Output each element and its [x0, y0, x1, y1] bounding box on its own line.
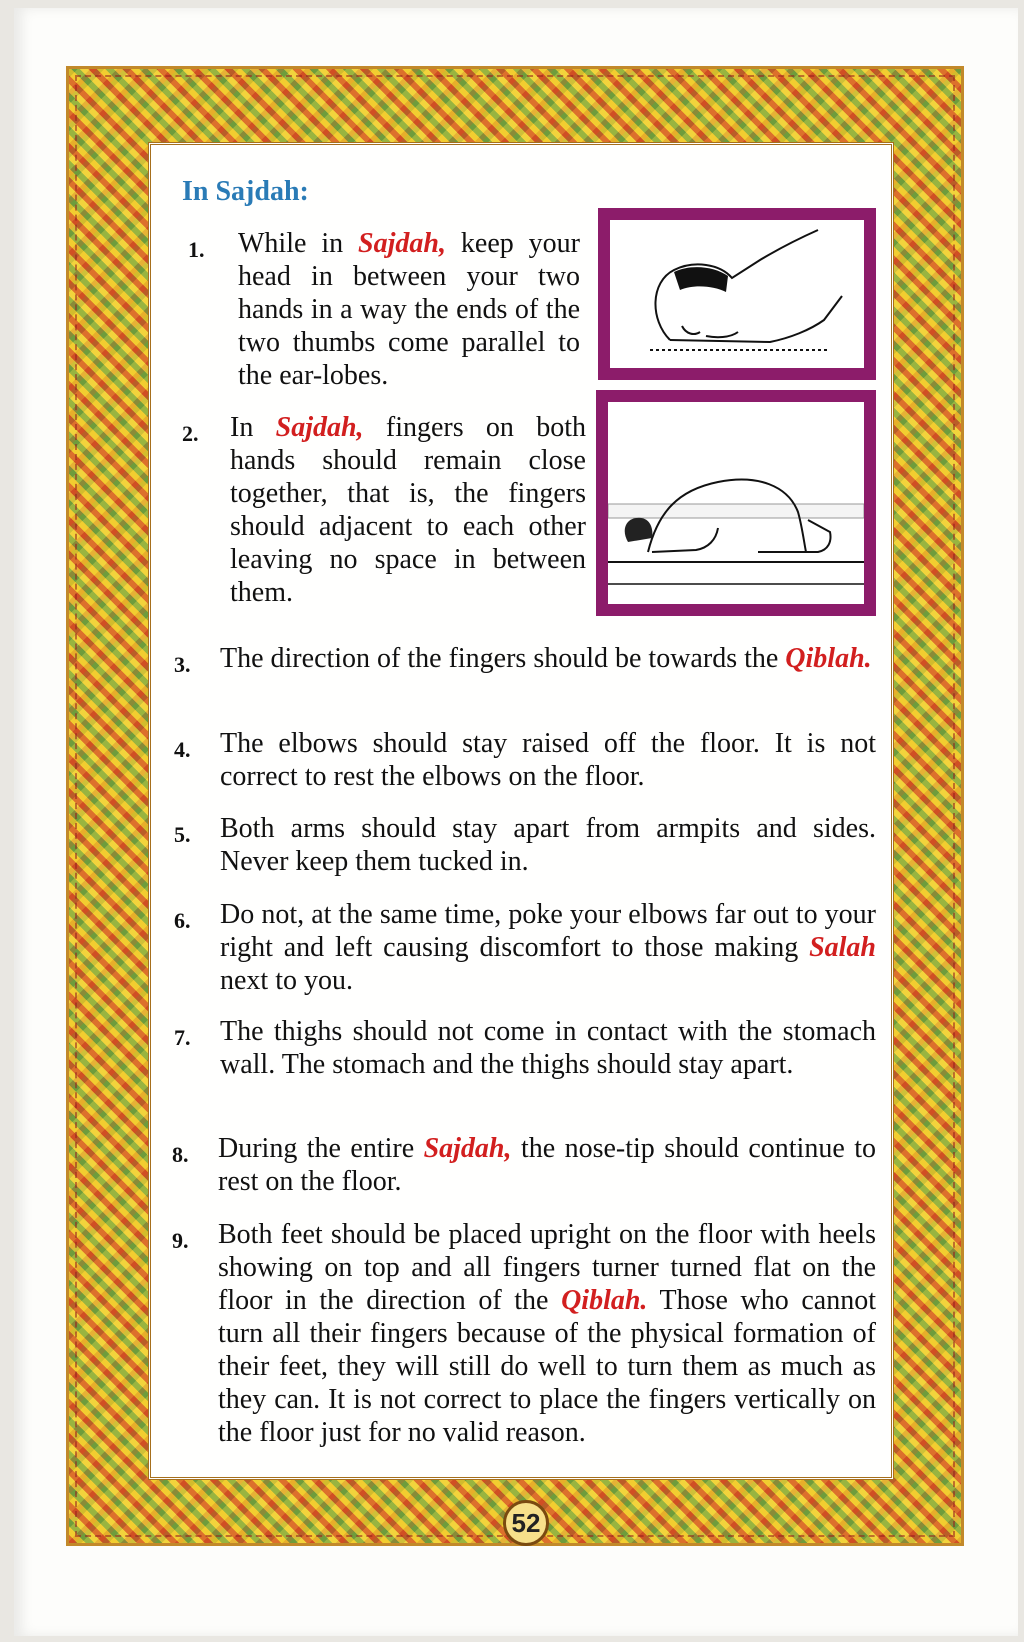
- instruction-item-8: [218, 1132, 876, 1198]
- term-qiblah: Qiblah.: [785, 643, 872, 674]
- instruction-item-7: [220, 1015, 876, 1081]
- term-qiblah: Qiblah.: [561, 1285, 648, 1316]
- item-text: next to you.: [220, 965, 353, 996]
- item-number: 3.: [174, 652, 191, 677]
- item-text: The thighs should not come in contact with the stomach wall. The stomach and the thighs should stay apart.: [220, 1016, 876, 1080]
- item-number: 4.: [174, 737, 191, 762]
- item-number: 1.: [188, 237, 205, 262]
- item-text: During the entire: [218, 1133, 424, 1164]
- figure-head-sajdah: [598, 208, 876, 380]
- term-sajdah: Sajdah,: [275, 412, 364, 443]
- figure-body-sajdah: [596, 390, 876, 616]
- item-number: 6.: [174, 908, 191, 933]
- item-text: While in: [238, 228, 359, 259]
- item-number: 5.: [174, 822, 191, 847]
- instruction-item-4: [220, 727, 876, 793]
- instruction-item-6: [220, 898, 876, 997]
- term-salah: Salah: [809, 932, 876, 963]
- item-number: 7.: [174, 1025, 191, 1050]
- item-number: 8.: [172, 1142, 189, 1167]
- item-number: 9.: [172, 1228, 189, 1253]
- item-text: In: [230, 412, 276, 443]
- item-text: Both arms should stay apart from armpits and sides. Never keep them tucked in.: [220, 813, 876, 877]
- term-sajdah: Sajdah,: [358, 228, 446, 259]
- instruction-item-1: [238, 227, 580, 392]
- item-text: Do not, at the same time, poke your elbows far out to your right and left causing discomfort to those making: [220, 899, 876, 963]
- body-sajdah-illustration: [608, 402, 864, 604]
- instruction-item-2: [230, 411, 586, 609]
- instruction-item-3: [220, 642, 876, 675]
- item-text: The elbows should stay raised off the floor. It is not correct to rest the elbows on the floor.: [220, 728, 876, 792]
- item-text: fingers on both hands should remain close together, that is, the fingers should adjacent to each other leaving no space in between them.: [230, 412, 586, 608]
- item-text: the nose-tip should continue to rest on the floor.: [218, 1133, 876, 1197]
- item-text: Those who cannot turn all their fingers because of the physical formation of their feet, they will still do well to turn them as much as they can. It is not correct to place the fingers vertically on the floor just for no valid reason.: [218, 1285, 876, 1448]
- instruction-item-5: [220, 812, 876, 878]
- page-number: 52: [503, 1500, 549, 1546]
- section-heading: In Sajdah:: [182, 176, 309, 207]
- item-text: The direction of the fingers should be towards the: [220, 643, 786, 674]
- item-number: 2.: [182, 421, 199, 446]
- item-text: Both feet should be placed upright on the floor with heels showing on top and all fingers turner turned flat on the floor in the direction of the: [218, 1219, 876, 1316]
- item-text: keep your head in between your two hands in a way the ends of the two thumbs come parallel to the ear-lobes.: [238, 228, 580, 391]
- head-sajdah-illustration: [610, 220, 864, 368]
- instruction-item-9: [218, 1218, 876, 1449]
- term-sajdah: Sajdah,: [423, 1133, 512, 1164]
